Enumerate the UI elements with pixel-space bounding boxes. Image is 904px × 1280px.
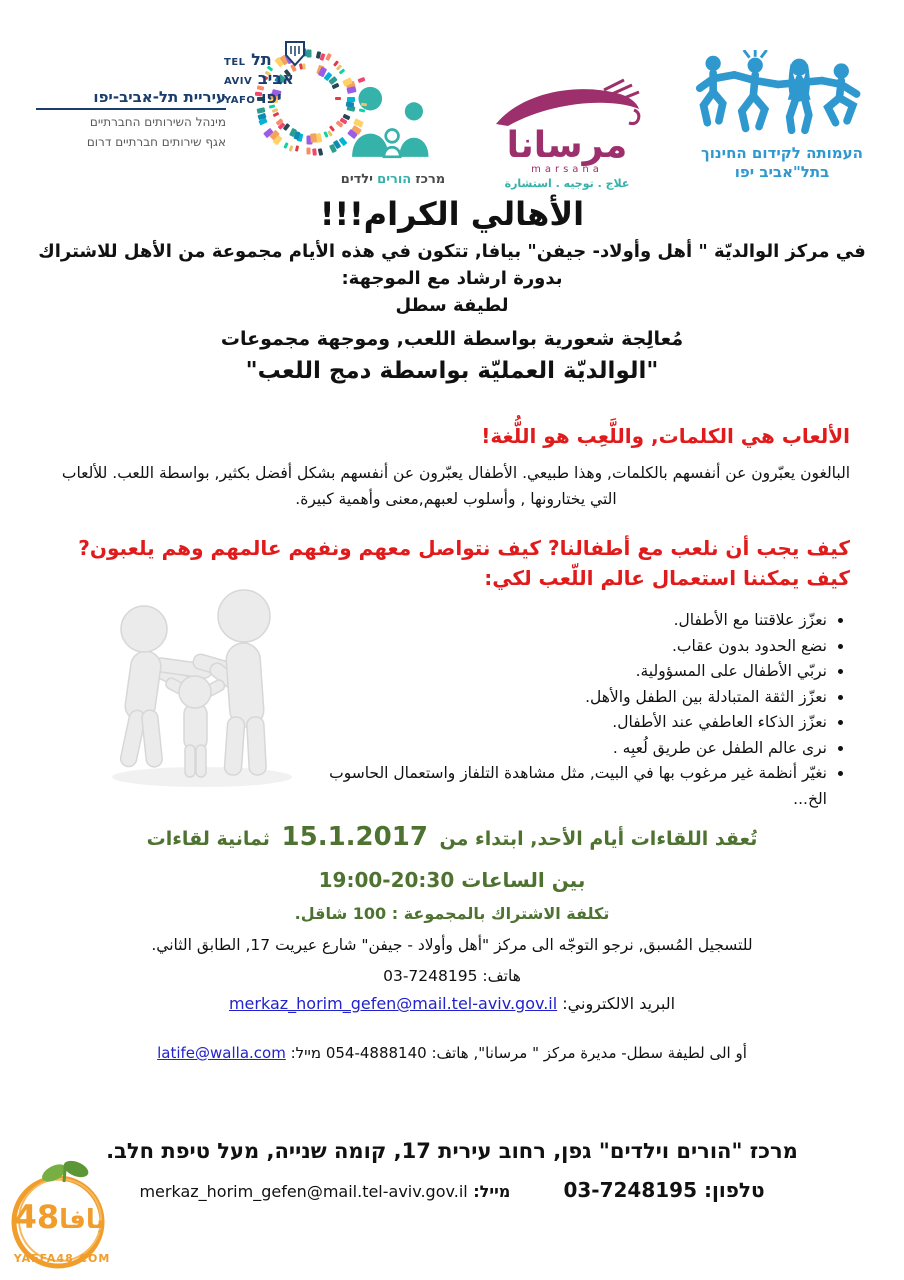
- association-caption: [692, 144, 872, 182]
- horim-center-caption: [338, 172, 448, 187]
- wordmark-yafo-he: יפו: [260, 88, 282, 107]
- registration-phone-line: [0, 967, 904, 985]
- horim-caption-word3: ילדים: [340, 172, 373, 187]
- footer-phone-label: טלפון:: [697, 1178, 765, 1202]
- bullet-item: • نعزّز الثقة المتبادلة بين الطفل والأهل.: [300, 685, 827, 711]
- hours-value: 19:00-20:30: [318, 868, 455, 892]
- alt-contact-line: [0, 1044, 904, 1062]
- footer-phone: [563, 1178, 764, 1202]
- bullet-item: • نعزّز الذكاء العاطفي عند الأطفال.: [300, 710, 827, 736]
- intro-paragraph: [30, 238, 874, 319]
- tel-aviv-wordmark: [224, 52, 302, 109]
- bullet-item: • نعزّز علاقتنا مع الأطفال.: [300, 608, 827, 634]
- wordmark-aviv-en: AVIV: [224, 76, 253, 87]
- marsana-logo: [487, 78, 647, 190]
- schedule-line1-prefix: تُعقد اللقاءات أيام الأحد, ابتداء من: [432, 828, 758, 850]
- bullet-item: • نغيّر أنظمة غير مرغوب بها في البيت, مثل مشاهدة التلفاز واستعمال الحاسوب الخ...: [300, 761, 827, 812]
- bullet-item: • نربّي الأطفال على المسؤولية.: [300, 659, 827, 685]
- schedule-hours-line: [0, 865, 904, 895]
- center-email-link[interactable]: merkaz_horim_gefen@mail.tel-aviv.gov.il: [228, 994, 558, 1013]
- wordmark-tel-en: TEL: [224, 57, 246, 68]
- intro-line-2: بدورة ارشاد مع الموجهة:: [341, 268, 563, 289]
- games-heading: الألعاب هي الكلمات, واللَّعِب هو اللُّغة!: [481, 424, 850, 448]
- footer-email: [139, 1182, 510, 1201]
- guide-role: مُعالِجة شعورية بواسطة اللعب, وموجهة مجموعات: [220, 328, 684, 350]
- family-figures-image: [92, 575, 304, 790]
- intro-line-1: في مركز الوالديّة " أهل وأولاد- جيفن" بيافا, تتكون في هذه الأيام مجموعة من الأهل للاشتراك: [38, 241, 866, 262]
- yaffa48-wordmark: [10, 1198, 110, 1236]
- hours-label: بين الساعات: [454, 868, 586, 892]
- association-caption-line1: העמותה לקידום החינוך: [701, 144, 863, 162]
- registration-section: [0, 934, 904, 1013]
- how-to-play-heading: كيف يجب أن نلعب مع أطفالنا? كيف نتواصل معهم ونفهم عالمهم وهم يلعبون? كيف يمكننا استعمال عالم اللّعب لكي:: [78, 536, 850, 590]
- phone-label: هاتف:: [477, 967, 521, 985]
- wordmark-aviv-he: אביב: [257, 69, 294, 88]
- latife-email-link[interactable]: latife@walla.com: [157, 1044, 286, 1062]
- municipality-name: עיריית תל-אביב-יפו: [36, 88, 226, 110]
- dancing-figures-icon: [694, 123, 870, 142]
- municipality-dept-line1: מינהל השירותים החברתיים: [89, 115, 226, 129]
- municipality-logo-block: [36, 88, 226, 150]
- footer-section: [0, 1136, 904, 1202]
- yaffa-number-48: 48: [14, 1198, 60, 1236]
- program-name: "الوالديّة العمليّة بواسطة دمج اللعب": [245, 358, 659, 384]
- footer-phone-number: 03-7248195: [563, 1178, 697, 1202]
- footer-email-address: merkaz_horim_gefen@mail.tel-aviv.gov.il: [139, 1182, 468, 1201]
- alt-contact-mail-label: מייל:: [285, 1044, 326, 1062]
- registration-address-line: للتسجيل المُسبق, نرجو التوجّه الى مركز "أهل وأولاد - جيفن" شارع عيريت 17, الطابق الثاني.: [151, 936, 753, 954]
- marsana-name-arabic: مرسانا: [506, 125, 628, 166]
- intro-section: [0, 192, 904, 388]
- horim-caption-word2: הורים: [377, 172, 412, 187]
- yaffa-arabic-text: يافا: [59, 1205, 106, 1235]
- horim-caption-word1: מרכז: [415, 172, 446, 187]
- start-date: 15.1.2017: [281, 822, 428, 852]
- footer-address-line: מרכז "הורים וילדים" גפן, רחוב עירית 17, קומה שנייה, מעל טיפת חלב.: [106, 1139, 798, 1163]
- wordmark-tel-he: תל: [251, 50, 272, 69]
- cost-line: تكلفة الاشتراك بالمجموعة : 100 شاقل.: [294, 904, 610, 923]
- alt-contact-prefix: أو الى لطيفة سطل- مديرة مركز " مرسانا", هاتف:: [426, 1044, 747, 1062]
- bullet-item: • نرى عالم الطفل عن طريق لُعبِه .: [300, 736, 827, 762]
- association-caption-line2: בתל"אביב יפו: [734, 163, 830, 181]
- games-body-text: البالغون يعبّرون عن أنفسهم بالكلمات, وهذا طبيعي. الأطفال يعبّرون عن أنفسهم بشكل أفضل بكثير, بواسطة اللعب. للألعاب التي يختارونها , وأسلوب لعبهم,معنى وأهمية كبيرة.: [61, 464, 851, 508]
- orange-fruit-icon: [2, 1265, 120, 1280]
- schedule-section: [0, 820, 904, 926]
- page-title: الأهالي الكرام!!!: [319, 195, 585, 233]
- wordmark-yafo-en: YAFO: [224, 95, 256, 106]
- footer-contact-line: [0, 1178, 904, 1202]
- guide-name: لطيفة سطل: [395, 295, 509, 316]
- goals-bullet-list: [300, 608, 849, 812]
- phone-number: 03-7248195: [383, 967, 478, 985]
- wordmark-row-yafo: [224, 90, 302, 109]
- yaffa48-logo: [2, 1160, 120, 1280]
- municipality-dept-line2: אגף שירותים חברתיים דרום: [86, 135, 226, 149]
- marsana-name-latin: marsana: [531, 164, 603, 175]
- schedule-line-1: [0, 820, 904, 856]
- alt-contact-phone: 054-4888140: [325, 1044, 427, 1062]
- schedule-line1-suffix: ثمانية لقاءات: [146, 828, 277, 850]
- bullet-item: • نضع الحدود بدون عقاب.: [300, 634, 827, 660]
- marsana-tagline: علاج . توجيه . استشارة: [504, 177, 630, 190]
- yaffa48-site-text: YAFFA48.COM: [13, 1252, 111, 1265]
- footer-email-label: מייל:: [467, 1182, 511, 1201]
- education-association-logo: [692, 50, 872, 182]
- registration-email-line: [0, 994, 904, 1013]
- email-label: البريد الالكتروني:: [557, 994, 676, 1013]
